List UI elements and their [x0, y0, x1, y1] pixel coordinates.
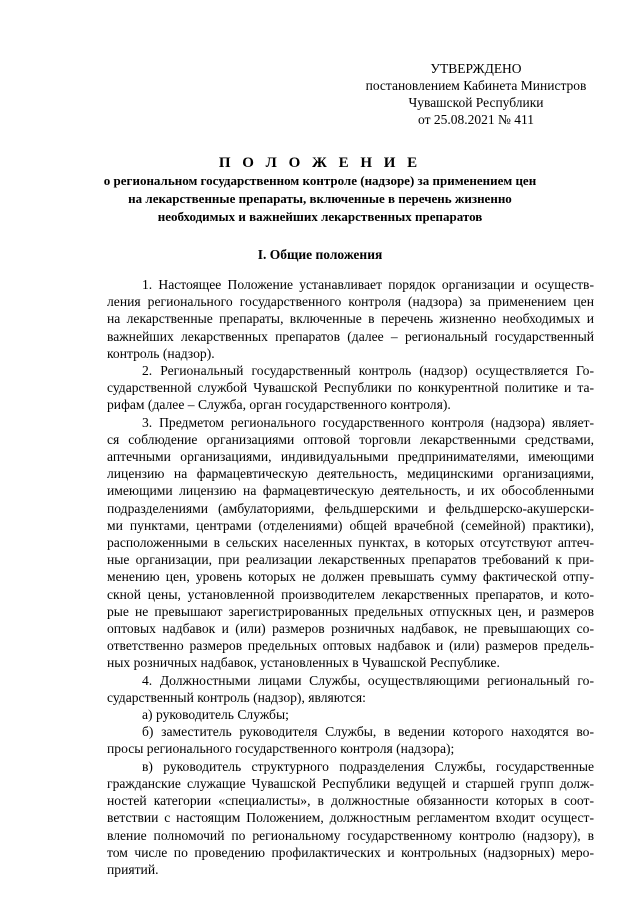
body-line: на лекарственные препараты, включенные в перечень жизненно необходимых и [107, 311, 594, 327]
body-line: 1. Настоящее Положение устанавливает порядок организации и осуществ- [142, 277, 594, 292]
body-line: ветствии с настоящим Положением, должностным регламентом входит осущест- [107, 810, 594, 826]
body-line: менению цен, уровень которых не должен превышать сумму фактической отпу- [107, 569, 594, 585]
body-line: ные организации, при реализации лекарственных препаратов требований к при- [107, 552, 594, 568]
body-line: оптовых надбавок и (или) размеров розничных надбавок, не превышающих со- [107, 621, 594, 637]
body-line: ся соблюдение организациями оптовой торговли лекарственными средствами, [107, 431, 594, 447]
body-line: ных розничных надбавок, установленных в Чувашской Республике. [107, 655, 500, 671]
body-line: в) руководитель структурного подразделения Службы, государственные [142, 758, 594, 774]
body-line: имеющими лицензию на фармацевтическую деятельность, и их обособленными [107, 483, 594, 499]
body-line: 2. Региональный государственный контроль (надзор) осуществляется Го- [142, 363, 594, 379]
approval-stamp [352, 60, 600, 128]
body-text [107, 276, 594, 878]
body-line: сударственной службой Чувашской Республики по конкурентной политике и та- [107, 380, 594, 396]
approval-line: постановлением Кабинета Министров [365, 78, 587, 93]
body-line: подразделениями (амбулаториями, фельдшерскими и фельдшерско-акушерски- [107, 500, 594, 516]
body-line: расположенными в сельских населенных пунктах, в которых отсутствуют аптеч- [107, 535, 594, 551]
body-line: б) заместитель руководителя Службы, в ведении которого находятся во- [142, 724, 594, 740]
body-line: 3. Предметом регионального государственного контроля (надзора) являет- [142, 414, 594, 430]
subtitle-line: на лекарственные препараты, включенные в перечень жизненно [128, 191, 512, 206]
body-line: гражданские служащие Чувашской Республики ведущей и старшей групп долж- [107, 775, 594, 791]
title-heading: П О Л О Ж Е Н И Е [218, 155, 422, 171]
body-line: ответственно размеров предельных оптовых надбавок и (или) размеров предель- [107, 638, 594, 654]
subtitle-line: необходимых и важнейших лекарственных препаратов [157, 209, 483, 224]
title-subtitle [90, 172, 550, 226]
body-line: ления регионального государственного контроля (надзора) за применением цен [107, 294, 594, 310]
body-line: лицензию на фармацевтическую деятельность, медицинскими организациями, [107, 466, 594, 482]
body-line: том числе по проведению профилактических и контрольных (надзорных) меро- [107, 844, 594, 860]
body-line: ми пунктами, центрами (отделениями) общей врачебной (семейной) практики), [107, 517, 594, 533]
subtitle-line: о региональном государственном контроле (надзоре) за применением цен [103, 173, 537, 188]
body-line: скной цены, установленной производителем лекарственных препаратов, и кото- [107, 586, 594, 602]
body-line: а) руководитель Службы; [142, 707, 289, 723]
body-line: 4. Должностными лицами Службы, осуществляющими региональный го- [142, 672, 594, 688]
body-line: просы регионального государственного контроля (надзора); [107, 741, 455, 757]
body-line: приятий. [107, 861, 159, 877]
body-line: рые не превышают зарегистрированных предельных отпускных цен, и размеров [107, 603, 594, 619]
body-line: контроль (надзор). [107, 345, 215, 361]
approval-line: от 25.08.2021 № 411 [418, 112, 534, 127]
body-line: аптечными организациями, индивидуальными предпринимателями, имеющими [107, 449, 594, 465]
body-line: вление полномочий по региональному государственному контролю (надзору), в [107, 827, 594, 843]
approval-line: УТВЕРЖДЕНО [430, 61, 522, 76]
body-line: ностей категории «специалисты», в должностные обязанности которых в соот- [107, 793, 594, 809]
document-title [90, 154, 550, 226]
body-line: важнейших лекарственных препаратов (далее – региональный государственный [107, 328, 594, 344]
approval-line: Чувашской Республики [408, 95, 544, 110]
body-line: сударственный контроль (надзор), являются: [107, 689, 366, 705]
section-heading: I. Общие положения [257, 247, 383, 262]
body-line: рифам (далее – Служба, орган государственного контроля). [107, 397, 451, 413]
